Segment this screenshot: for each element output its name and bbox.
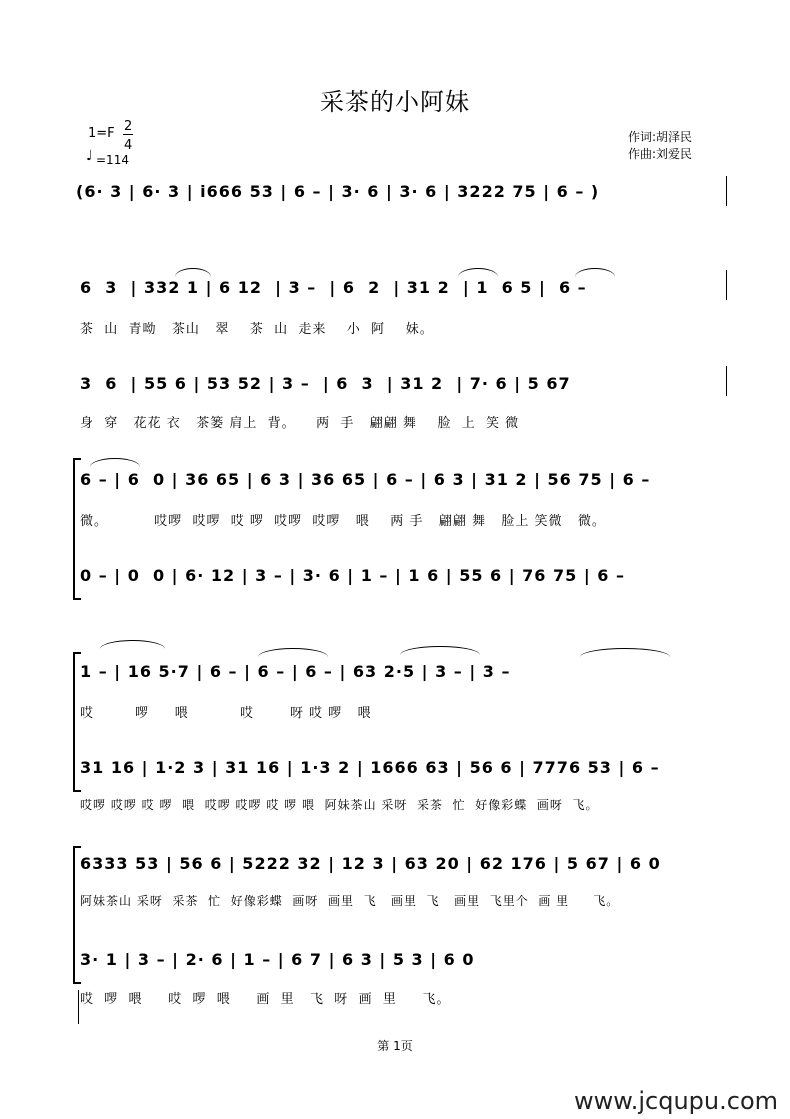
slur-mark (258, 648, 328, 657)
lyrics-row-9: 哎 啰 喂 哎 啰 喂 画 里 飞 呀 画 里 飞。 (80, 992, 451, 1007)
notation-row-7: 31 16 | 1·2 3 | 31 16 | 1·3 2 | 1666 63 | 56 6 | 7776 53 | 6 – (80, 758, 660, 777)
tempo-marking: =114 (96, 153, 129, 167)
notation-row-1: (6· 3 | 6· 3 | i666 53 | 6 – | 3· 6 | 3· 6 | 3222 75 | 6 – ) (76, 182, 600, 201)
key-signature: 1=F (88, 126, 115, 141)
lyrics-row-3: 身 穿 花花 衣 茶篓 肩上 背。 两 手 翩翩 舞 脸 上 笑 微 (80, 416, 520, 431)
lyrics-row-6: 哎 啰 喂 哎 呀 哎 啰 喂 (80, 706, 372, 721)
system-line (78, 990, 79, 1024)
slur-mark (580, 648, 670, 657)
slur-mark (575, 268, 615, 277)
time-signature-top: 2 (124, 119, 133, 134)
lyrics-row-7: 哎啰 哎啰 哎 啰 喂 哎啰 哎啰 哎 啰 喂 阿妹茶山 采呀 采茶 忙 好像彩蝶 画呀 飞。 (80, 798, 599, 812)
quarter-note-icon: ♩ (86, 148, 93, 164)
song-title: 采茶的小阿妹 (320, 88, 470, 116)
watermark: www.jcqupu.com (574, 1087, 778, 1115)
notation-row-9: 3· 1 | 3 – | 2· 6 | 1 – | 6 7 | 6 3 | 5 3 | 6 0 (80, 950, 475, 969)
notation-row-6: 1 – | 16 5·7 | 6 – | 6 – | 6 – | 63 2·5 | 3 – | 3 – (80, 662, 511, 681)
barline (726, 366, 727, 396)
slur-mark (458, 268, 498, 277)
slur-mark (90, 458, 140, 467)
lyrics-row-2: 茶 山 青呦 茶山 翠 茶 山 走来 小 阿 妹。 (80, 322, 434, 337)
composer-credit: 作曲:刘爱民 (628, 147, 693, 161)
notation-row-8: 6333 53 | 56 6 | 5222 32 | 12 3 | 63 20 | 62 176 | 5 67 | 6 0 (80, 854, 661, 873)
time-signature-bottom: 4 (124, 138, 133, 153)
lyrics-row-4: 微。 哎啰 哎啰 哎 啰 哎啰 哎啰 喂 两 手 翩翩 舞 脸上 笑微 微。 (80, 514, 606, 529)
page-number: 第 1页 (377, 1039, 413, 1053)
barline (726, 176, 727, 206)
slur-mark (175, 268, 211, 277)
time-signature-line (123, 134, 133, 135)
notation-row-3: 3 6 | 55 6 | 53 52 | 3 – | 6 3 | 31 2 | 7· 6 | 5 67 (80, 374, 571, 393)
notation-row-5: 0 – | 0 0 | 6· 12 | 3 – | 3· 6 | 1 – | 1 6 | 55 6 | 76 75 | 6 – (80, 566, 625, 585)
lyrics-row-8: 阿妹茶山 采呀 采茶 忙 好像彩蝶 画呀 画里 飞 画里 飞 画里 飞里个 画 里 飞。 (80, 894, 620, 908)
lyricist-credit: 作词:胡泽民 (628, 130, 693, 144)
barline (726, 270, 727, 300)
slur-mark (100, 640, 165, 649)
notation-row-4: 6 – | 6 0 | 36 65 | 6 3 | 36 65 | 6 – | 6 3 | 31 2 | 56 75 | 6 – (80, 470, 651, 489)
notation-row-2: 6 3 | 332 1 | 6 12 | 3 – | 6 2 | 31 2 | 1 6 5 | 6 – (80, 278, 587, 297)
slur-mark (400, 646, 480, 655)
